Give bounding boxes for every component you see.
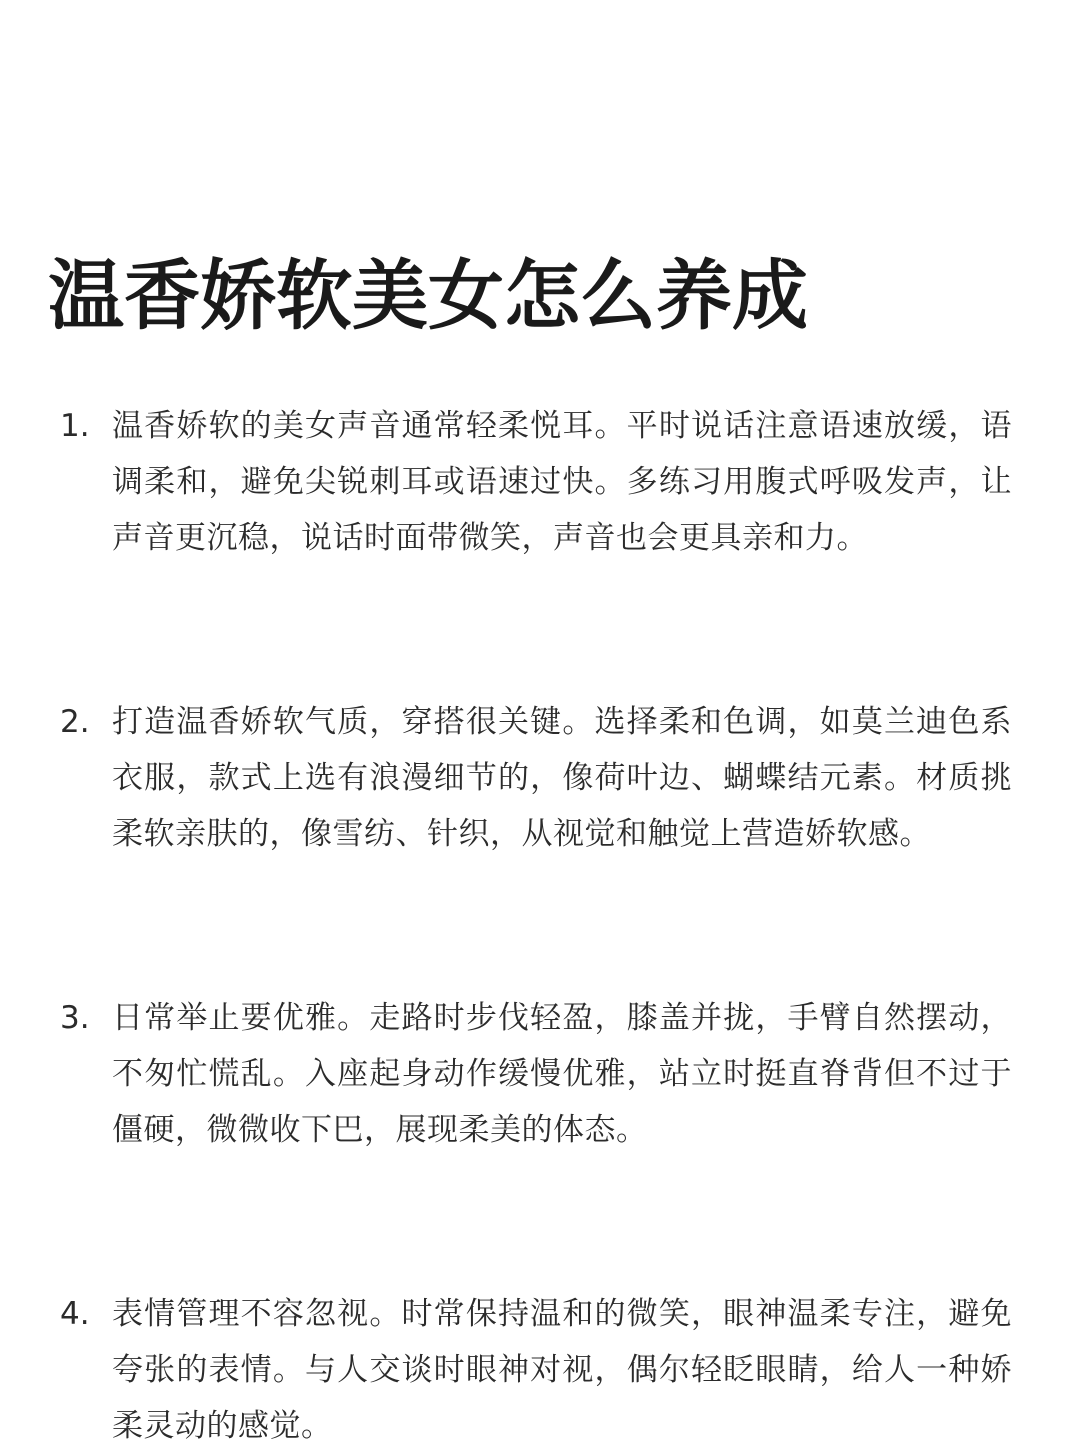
list-item	[0, 398, 1080, 566]
list-item-text: 温香娇软的美女声音通常轻柔悦耳。平时说话注意语速放缓，语调柔和，避免尖锐刺耳或语速过快。多练习用腹式呼吸发声，让声音更沉稳，说话时面带微笑，声音也会更具亲和力。	[112, 408, 1012, 556]
page-title: 温香娇软美女怎么养成	[48, 251, 808, 340]
list-item-text: 打造温香娇软气质，穿搭很关键。选择柔和色调，如莫兰迪色系衣服，款式上选有浪漫细节的，像荷叶边、蝴蝶结元素。材质挑柔软亲肤的，像雪纺、针织，从视觉和触觉上营造娇软感。	[112, 704, 1012, 852]
list-item-number: 2.	[60, 704, 90, 740]
list-item	[0, 990, 1080, 1158]
list-item	[0, 694, 1080, 862]
list-item-number: 4.	[60, 1296, 90, 1332]
list-item-text: 日常举止要优雅。走路时步伐轻盈，膝盖并拢，手臂自然摆动，不匆忙慌乱。入座起身动作缓慢优雅，站立时挺直脊背但不过于僵硬，微微收下巴，展现柔美的体态。	[112, 1000, 1012, 1148]
list-item-number: 1.	[60, 408, 90, 444]
list-item-text: 表情管理不容忽视。时常保持温和的微笑，眼神温柔专注，避免夸张的表情。与人交谈时眼神对视，偶尔轻眨眼睛，给人一种娇柔灵动的感觉。	[112, 1296, 1012, 1444]
list-item	[0, 1286, 1080, 1454]
list-item-number: 3.	[60, 1000, 90, 1036]
tips-list	[0, 398, 1080, 1454]
